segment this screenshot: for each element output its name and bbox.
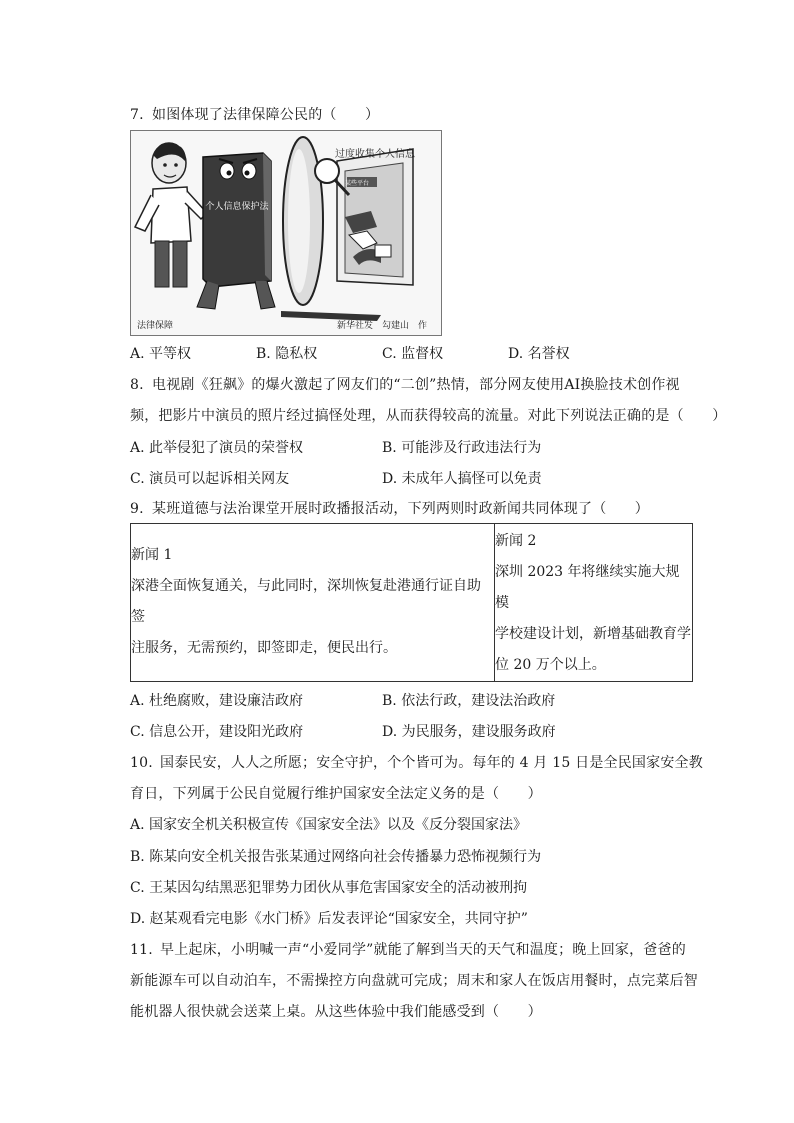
q9-news-table	[130, 523, 693, 682]
q9-stem: 某班道德与法治课堂开展时政播报活动，下列两则时政新闻共同体现了（ ）	[152, 501, 649, 517]
q9-stem-line	[130, 498, 649, 518]
man-figure	[135, 143, 207, 287]
q7-option-a[interactable]: A. 平等权	[130, 346, 192, 362]
q7-option-c[interactable]: C. 监督权	[382, 346, 444, 362]
q11-line-1	[130, 939, 686, 959]
image-caption-left: 法律保障	[137, 321, 174, 331]
q9-option-a[interactable]: A. 杜绝腐败，建设廉洁政府	[130, 693, 304, 709]
q10-option-d[interactable]: D. 赵某观看完电影《水门桥》后发表评论“国家安全，共同守护”	[130, 911, 528, 927]
news-2-title: 新闻 2	[495, 533, 537, 549]
news-2-line-2: 学校建设计划，新增基础教育学	[495, 626, 691, 642]
q10-option-a[interactable]: A. 国家安全机关积极宣传《国家安全法》以及《反分裂国家法》	[130, 817, 528, 833]
q7-option-d[interactable]: D. 名誉权	[508, 346, 570, 362]
q7-number: 7.	[130, 107, 144, 123]
platform-label: 某些平台	[344, 180, 370, 187]
news-2-cell	[495, 524, 693, 682]
platform-screen	[315, 149, 413, 285]
law-book-label: 个人信息保护法	[205, 202, 269, 212]
news-1-cell	[131, 524, 495, 682]
q11-number: 11.	[130, 942, 153, 958]
q10-option-b[interactable]: B. 陈某向安全机关报告张某通过网络向社会传播暴力恐怖视频行为	[130, 849, 542, 865]
q7-option-b[interactable]: B. 隐私权	[256, 346, 318, 362]
q8-option-d[interactable]: D. 未成年人搞怪可以免责	[382, 471, 542, 487]
q9-option-d[interactable]: D. 为民服务，建设服务政府	[382, 724, 556, 740]
q10-line-1	[130, 752, 703, 772]
law-book	[197, 153, 275, 309]
q10-number: 10.	[130, 755, 153, 771]
news-2-line-1: 深圳 2023 年将继续实施大规模	[495, 564, 680, 611]
q9-number: 9.	[130, 501, 144, 517]
q8-option-c[interactable]: C. 演员可以起诉相关网友	[130, 471, 290, 487]
q11-stem-3: 能机器人很快就会送菜上桌。从这些体验中我们能感受到（ ）	[130, 1004, 542, 1020]
q9-option-b[interactable]: B. 依法行政，建设法治政府	[382, 693, 556, 709]
q10-stem-1: 国泰民安，人人之所愿；安全守护，个个皆可为。每年的 4 月 15 日是全民国家安全教	[160, 755, 703, 771]
q7-cartoon-image	[130, 130, 442, 336]
image-top-label: 过度收集个人信息	[335, 149, 415, 160]
q10-option-c[interactable]: C. 王某因勾结黑恶犯罪势力团伙从事危害国家安全的活动被刑拘	[130, 880, 528, 896]
news-1-line-1: 深港全面恢复通关，与此同时，深圳恢复赴港通行证自助签	[131, 578, 481, 625]
q8-number: 8.	[130, 377, 144, 393]
news-1-title: 新闻 1	[131, 547, 173, 563]
q7-stem-line	[130, 104, 379, 124]
q8-line-1	[130, 374, 680, 394]
q8-stem-1: 电视剧《狂飙》的爆火激起了网友们的“二创”热情，部分网友使用AI换脸技术创作视	[152, 377, 680, 393]
q8-option-a[interactable]: A. 此举侵犯了演员的荣誉权	[130, 440, 304, 456]
q9-option-c[interactable]: C. 信息公开，建设阳光政府	[130, 724, 304, 740]
q8-option-b[interactable]: B. 可能涉及行政违法行为	[382, 440, 542, 456]
q11-stem-2: 新能源车可以自动泊车，不需操控方向盘就可完成；周末和家人在饭店用餐时，点完菜后智	[130, 973, 698, 989]
news-2-line-3: 位 20 万个以上。	[495, 657, 606, 673]
q8-stem-2: 频，把影片中演员的照片经过搞怪处理，从而获得较高的流量。对此下列说法正确的是（ ）	[130, 408, 727, 424]
image-caption-right: 新华社发 勾建山 作	[336, 321, 427, 331]
news-1-line-2: 注服务，无需预约，即签即走，便民出行。	[131, 640, 397, 656]
q7-stem: 如图体现了法律保障公民的（ ）	[152, 107, 380, 123]
q10-stem-2: 育日，下列属于公民自觉履行维护国家安全法定义务的是（ ）	[130, 786, 542, 802]
q11-stem-1: 早上起床，小明喊一声“小爱同学”就能了解到当天的天气和温度；晚上回家，爸爸的	[160, 942, 686, 958]
